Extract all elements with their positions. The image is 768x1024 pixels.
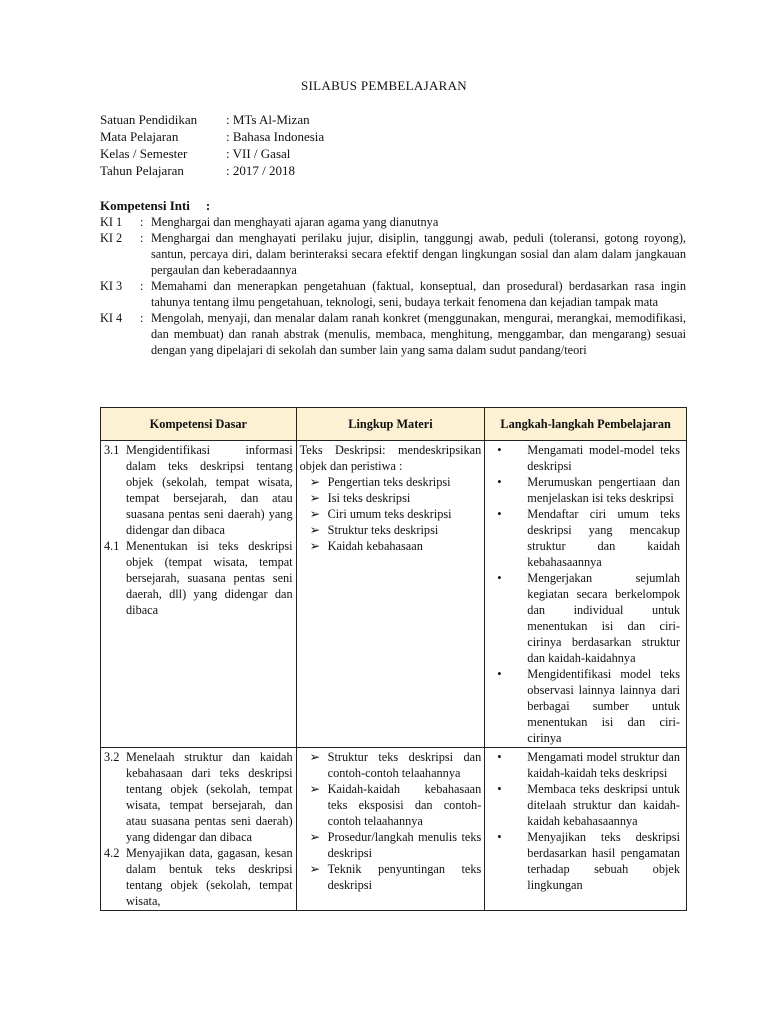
ki-separator: : [140,231,144,245]
kd-item [104,845,293,909]
info-label: Satuan Pendidikan [100,112,198,127]
ki-number: KI 2 [100,231,123,245]
list-item [300,506,482,522]
langkah-text: Mengamati model struktur dan kaidah-kaidah teks deskripsi [527,750,680,780]
header-lingkup-materi: Lingkup Materi [296,408,485,441]
ki-separator: : [140,311,144,325]
bullet-icon: • [497,667,502,681]
table-row [101,748,687,911]
langkah-text: Menyajikan teks deskripsi berdasarkan hasil pengamatan terhadap sebuah objek lingkungan [527,830,680,892]
info-label: Tahun Pelajaran [100,163,184,178]
kd-item [104,538,293,618]
info-row [100,111,324,128]
list-item [300,749,482,781]
list-item [488,506,683,570]
list-item [488,442,683,474]
info-value: : Bahasa Indonesia [226,129,325,144]
materi-list [300,474,482,554]
langkah-text: Merumuskan pengertiaan dan menjelaskan isi teks deskripsi [527,475,680,505]
kd-number: 4.1 [104,539,120,553]
materi-text: Kaidah kebahasaan [327,539,423,553]
kompetensi-inti-heading [100,198,210,214]
materi-text: Isi teks deskripsi [327,491,411,505]
materi-text: Kaidah-kaidah kebahasaan teks eksposisi dan contoh- contoh telaahannya [327,782,482,828]
bullet-icon: • [497,443,502,457]
identity-info [100,111,324,179]
list-item [488,781,683,829]
ki-text: Menghargai dan menghayati ajaran agama yang dianutnya [151,215,439,229]
bullet-icon: • [497,475,502,489]
kd-item [104,442,293,538]
kompetensi-inti-list [100,214,686,358]
ki-item [100,214,686,230]
materi-text: Pengertian teks deskripsi [327,475,451,489]
info-label: Mata Pelajaran [100,129,179,144]
kd-cell [101,748,297,911]
ki-number: KI 3 [100,279,123,293]
kd-number: 4.2 [104,846,120,860]
list-item [488,570,683,666]
info-value: : VII / Gasal [226,146,291,161]
list-item [300,829,482,861]
bullet-icon: • [497,750,502,764]
list-item [488,474,683,506]
kd-text: Menentukan isi teks deskripsi objek (tempat wisata, tempat bersejarah, suasana pentas seni daerah, dll) yang didengar dan dibaca [126,539,293,617]
info-row [100,128,324,145]
ki-item [100,278,686,310]
langkah-text: Mengamati model-model teks deskripsi [527,443,680,473]
list-item [300,538,482,554]
list-item [488,666,683,746]
header-langkah-pembelajaran: Langkah-langkah Pembelajaran [485,408,687,441]
header-kompetensi-dasar: Kompetensi Dasar [101,408,297,441]
list-item [300,861,482,893]
arrow-bullet-icon: ➢ [309,507,320,521]
langkah-cell [485,441,687,748]
ki-heading-label: Kompetensi Inti [100,198,190,213]
ki-item [100,310,686,358]
ki-item [100,230,686,278]
list-item [488,749,683,781]
document-title: SILABUS PEMBELAJARAN [301,78,467,93]
bullet-icon: • [497,571,502,585]
kd-text: Menelaah struktur dan kaidah kebahasaan dari teks deskripsi tentang objek (sekolah, tempat wisata, tempat bersejarah, dan atau suasana pentas seni daerah) yang didengar dan dibaca [126,750,293,844]
materi-list [300,749,482,893]
ki-separator: : [140,215,144,229]
arrow-bullet-icon: ➢ [309,750,320,764]
materi-cell [296,748,485,911]
materi-intro: Teks Deskripsi: mendeskripsikan objek dan peristiwa : [299,443,482,473]
info-value: : MTs Al-Mizan [226,112,310,127]
kd-number: 3.2 [104,750,120,764]
arrow-bullet-icon: ➢ [309,782,320,796]
info-value: : 2017 / 2018 [226,163,295,178]
info-label: Kelas / Semester [100,146,188,161]
bullet-icon: • [497,507,502,521]
bullet-icon: • [497,830,502,844]
ki-number: KI 1 [100,215,123,229]
arrow-bullet-icon: ➢ [309,491,320,505]
bullet-icon: • [497,782,502,796]
list-item [488,829,683,893]
ki-text: Mengolah, menyaji, dan menalar dalam ranah konkret (menggunakan, mengurai, merangkai, memodifikasi, dan membuat) dan ranah abstrak (menulis, membaca, menghitung, menggambar, dan mengarang) sesuai dengan yang dipelajari di sekolah dan sumber lain yang sama dalam sudut pandang/teori [151,311,686,357]
kd-text: Mengidentifikasi informasi dalam teks deskripsi tentang objek (sekolah, tempat wisata, tempat bersejarah, dan atau suasana pentas seni daerah) yang didengar dan dibaca [126,443,293,537]
langkah-text: Mengerjakan sejumlah kegiatan secara berkelompok dan individual untuk menentukan isi dan ciri-cirinya berdasarkan struktur dan kaidah-kaidahnya [527,571,680,665]
materi-text: Teknik penyuntingan teks deskripsi [327,862,482,892]
arrow-bullet-icon: ➢ [309,475,320,489]
langkah-cell [485,748,687,911]
silabus-table [100,407,687,911]
ki-text: Memahami dan menerapkan pengetahuan (faktual, konseptual, dan prosedural) berdasarkan rasa ingin tahunya tentang ilmu pengetahuan, teknologi, seni, budaya terkait fenomena dan kejadian tampak mata [151,279,686,309]
list-item [300,490,482,506]
langkah-text: Membaca teks deskripsi untuk ditelaah struktur dan kaidah- kaidah kebahasaannya [527,782,680,828]
ki-separator: : [140,279,144,293]
langkah-list [488,749,683,893]
ki-number: KI 4 [100,311,123,325]
materi-text: Ciri umum teks deskripsi [327,507,452,521]
arrow-bullet-icon: ➢ [309,862,320,876]
ki-text: Menghargai dan menghayati perilaku jujur, disiplin, tanggungj awab, peduli (toleransi, gotong royong), santun, percaya diri, dalam berinteraksi secara efektif dengan lingkungan sosial dan alam dalam jangkauan pergaulan dan keberadaannya [151,231,686,277]
table-row [101,441,687,748]
table-header-row [101,408,687,441]
info-row [100,145,324,162]
materi-text: Prosedur/langkah menulis teks deskripsi [327,830,482,860]
arrow-bullet-icon: ➢ [309,830,320,844]
list-item [300,522,482,538]
kd-item [104,749,293,845]
kd-number: 3.1 [104,443,120,457]
arrow-bullet-icon: ➢ [309,539,320,553]
materi-cell [296,441,485,748]
list-item [300,474,482,490]
materi-text: Struktur teks deskripsi dan contoh-contoh telaahannya [327,750,482,780]
langkah-text: Mengidentifikasi model teks observasi lainnya lainnya dari berbagai sumber untuk menentukan isi dan ciri-cirinya [527,667,680,745]
kd-cell [101,441,297,748]
info-row [100,162,324,179]
arrow-bullet-icon: ➢ [309,523,320,537]
list-item [300,781,482,829]
langkah-list [488,442,683,746]
ki-heading-colon: : [205,198,211,213]
langkah-text: Mendaftar ciri umum teks deskripsi yang mencakup struktur dan kaidah kebahasaannya [527,507,680,569]
materi-text: Struktur teks deskripsi [327,523,439,537]
kd-text: Menyajikan data, gagasan, kesan dalam bentuk teks deskripsi tentang objek (sekolah, tempat wisata, [126,846,293,908]
